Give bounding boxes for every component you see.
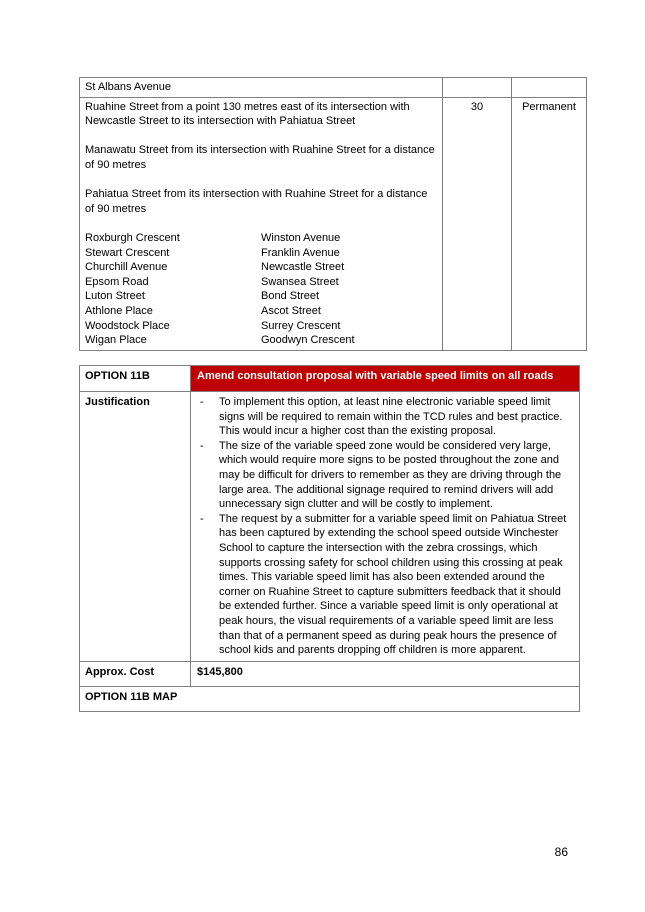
street-name: Bond Street [261,290,320,303]
speed-limit [443,78,512,98]
roads-table [79,77,587,351]
street-name: Newcastle Street [261,261,345,274]
option-header-row [80,366,580,392]
justification-content [191,392,580,662]
table-row [80,78,587,98]
option-label: OPTION 11B [80,366,191,392]
justification-list [197,395,573,658]
option-title: Amend consultation proposal with variable speed limits on all roads [191,366,580,392]
street-name: Athlone Place [85,304,153,317]
street-name: Epsom Road [85,275,149,288]
street-name: Roxburgh Crescent [85,231,180,244]
street-name: Swansea Street [261,275,339,288]
street-name: Winston Avenue [261,231,341,244]
page-number: 86 [554,845,568,859]
street-name: Ascot Street [261,304,321,317]
street-name: Luton Street [85,290,145,303]
limit-type: Permanent [512,97,587,350]
road-description [80,97,443,350]
cost-label: Approx. Cost [80,661,191,686]
speed-limit: 30 [443,97,512,350]
list-item: - To implement this option, at least nine electronic variable speed limit signs will be required to remain within the TCD rules and best practice. This would incur a higher cost than the existing proposal. [197,395,573,439]
street-name: Franklin Avenue [261,246,340,259]
option-table [79,365,580,712]
road-description: St Albans Avenue [80,78,443,98]
street-name: Stewart Crescent [85,246,170,259]
street-list [85,231,437,348]
justification-row [80,392,580,662]
cost-value: $145,800 [191,661,580,686]
street-name: Surrey Crescent [261,319,341,332]
street-name: Woodstock Place [85,319,170,332]
cost-row [80,661,580,686]
table-row [80,97,587,350]
justification-label: Justification [80,392,191,662]
road-paragraph: Pahiatua Street from its intersection with Ruahine Street for a distance of 90 metres [85,188,428,215]
limit-type [512,78,587,98]
street-name: Wigan Place [85,334,147,347]
map-row [80,686,580,711]
map-label: OPTION 11B MAP [80,686,580,711]
street-name: Goodwyn Crescent [261,334,355,347]
road-paragraph: Ruahine Street from a point 130 metres east of its intersection with Newcastle Street to its intersection with Pahiatua Street [85,100,410,128]
street-name: Churchill Avenue [85,261,168,274]
list-item: - The size of the variable speed zone would be considered very large, which would require more signs to be posted throughout the zone and may be difficult for drivers to remember as they are driving through the large area. The additional signage required to remind drivers will add unnecessary sign clutter and will be costly to implement. [197,439,573,512]
road-paragraph: Manawatu Street from its intersection with Ruahine Street for a distance of 90 metres [85,144,435,171]
list-item: - The request by a submitter for a variable speed limit on Pahiatua Street has been captured by extending the school speed outside Winchester School to capture the intersection with the zebra crossings, which supports crossing safety for school children using this crossing at peak times. This variable speed limit has also been extended around the corner on Ruahine Street to capture submitters feedback that it should be extended further. Since a variable speed limit is only operational at peak hours, the visual requirements of a variable speed limit are less than that of a permanent speed as during peak hours the presence of school kids and parents dropping off children is more apparent. [197,512,573,658]
